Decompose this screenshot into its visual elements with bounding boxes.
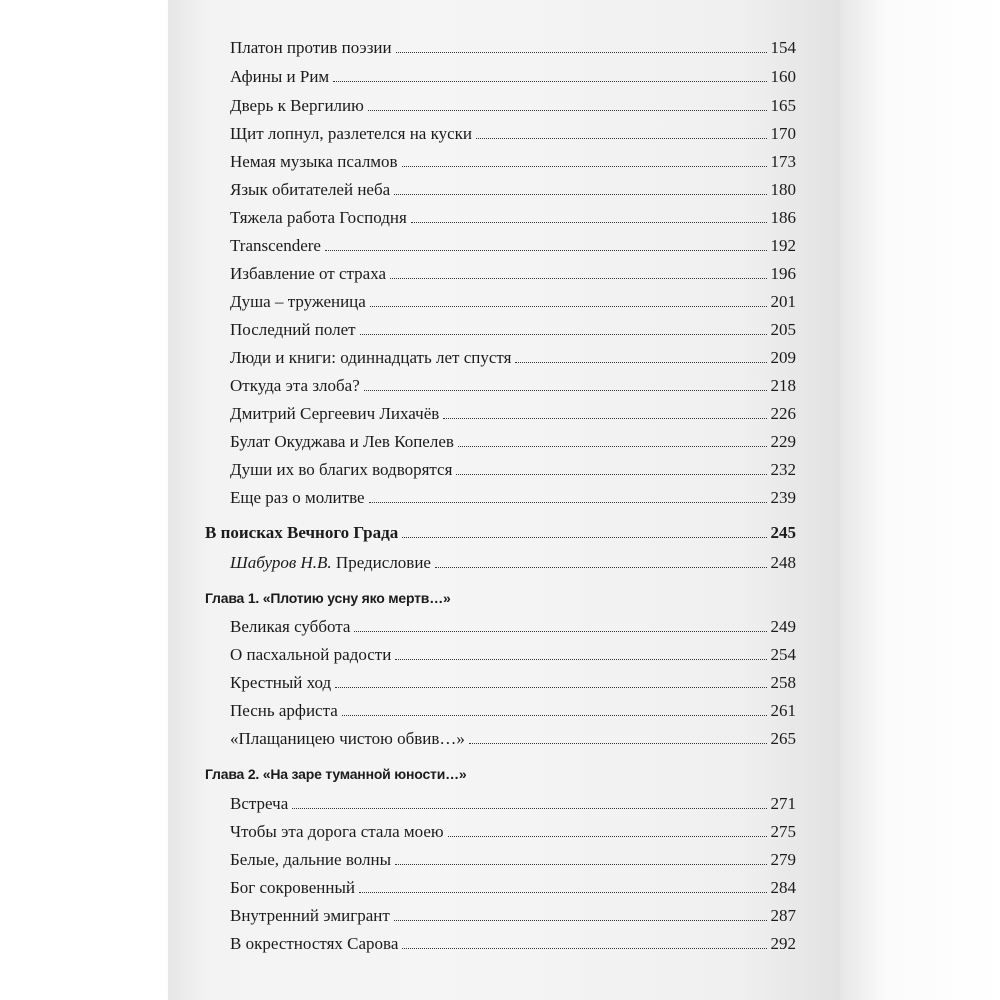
entry-page: 275 xyxy=(770,822,796,841)
entry-title: Дверь к Вергилию xyxy=(230,96,364,115)
toc-entry xyxy=(230,876,796,900)
toc-entry xyxy=(230,318,796,342)
dot-leader xyxy=(515,362,766,363)
toc-entry xyxy=(230,234,796,258)
entry-title: Чтобы эта дорога стала моею xyxy=(230,822,444,841)
dot-leader xyxy=(456,474,766,475)
toc-entry xyxy=(230,262,796,286)
entry-title: Душа – труженица xyxy=(230,292,366,311)
entry-title: Дмитрий Сергеевич Лихачёв xyxy=(230,404,440,423)
dot-leader xyxy=(360,334,767,335)
toc-entry xyxy=(230,727,796,751)
dot-leader xyxy=(354,631,766,632)
entry-title: Люди и книги: одиннадцать лет спустя xyxy=(230,348,512,367)
entry-title: О пасхальной радости xyxy=(230,645,392,664)
entry-title: Язык обитателей неба xyxy=(230,180,391,199)
entry-title: Встреча xyxy=(230,794,289,813)
toc-entry xyxy=(230,374,796,398)
dot-leader xyxy=(411,222,767,223)
toc-entry xyxy=(230,932,796,956)
entry-title: Афины и Рим xyxy=(230,67,330,86)
entry-title: Последний полет xyxy=(230,320,356,339)
toc-entry xyxy=(230,430,796,454)
entry-page: 180 xyxy=(770,180,796,199)
toc-entry xyxy=(230,904,796,928)
entry-title: Еще раз о молитве xyxy=(230,488,365,507)
entry-page: 239 xyxy=(770,488,796,507)
entry-title: «Плащаницею чистою обвив…» xyxy=(230,729,465,748)
toc-entry xyxy=(230,150,796,174)
dot-leader xyxy=(390,278,766,279)
entry-page: 249 xyxy=(770,617,796,636)
dot-leader xyxy=(476,138,766,139)
entry-page: 229 xyxy=(770,432,796,451)
entry-page: 265 xyxy=(770,729,796,748)
toc-entry xyxy=(230,820,796,844)
dot-leader xyxy=(335,687,766,688)
entry-title: Великая суббота xyxy=(230,617,351,636)
dot-leader xyxy=(395,659,766,660)
entry-page: 160 xyxy=(770,67,796,86)
dot-leader xyxy=(359,892,767,893)
entry-page: 279 xyxy=(770,850,796,869)
dot-leader xyxy=(435,567,767,568)
dot-leader xyxy=(394,920,767,921)
toc-entry xyxy=(230,671,796,695)
toc-entry xyxy=(230,94,796,118)
toc-entry xyxy=(230,486,796,510)
toc-entry xyxy=(230,848,796,872)
entry-title: Внутренний эмигрант xyxy=(230,906,390,925)
dot-leader xyxy=(325,250,767,251)
entry-page: 205 xyxy=(770,320,796,339)
dot-leader xyxy=(292,808,766,809)
toc-entry xyxy=(230,458,796,482)
entry-page: 248 xyxy=(770,553,796,572)
entry-title: Transcendere xyxy=(230,236,321,255)
toc-entry-preface xyxy=(230,551,796,575)
toc-entry xyxy=(230,699,796,723)
entry-title: Щит лопнул, разлетелся на куски xyxy=(230,124,473,143)
entry-page: 284 xyxy=(770,878,796,897)
dot-leader xyxy=(458,446,767,447)
entry-page: 192 xyxy=(770,236,796,255)
entry-page: 258 xyxy=(770,673,796,692)
dot-leader xyxy=(333,81,766,82)
toc-entry xyxy=(230,346,796,370)
entry-page: 196 xyxy=(770,264,796,283)
entry-title: Песнь арфиста xyxy=(230,701,338,720)
entry-page: 261 xyxy=(770,701,796,720)
entry-title: Крестный ход xyxy=(230,673,332,692)
dot-leader xyxy=(342,715,767,716)
dot-leader xyxy=(448,836,767,837)
section-heading xyxy=(205,521,796,545)
toc-entry xyxy=(230,792,796,816)
entry-page: 201 xyxy=(770,292,796,311)
entry-title: Тяжела работа Господня xyxy=(230,208,407,227)
entry-title: Бог сокровенный xyxy=(230,878,355,897)
entry-page: 226 xyxy=(770,404,796,423)
toc-entry xyxy=(230,206,796,230)
dot-leader xyxy=(396,52,767,53)
toc-entry xyxy=(230,36,796,60)
entry-page: 170 xyxy=(770,124,796,143)
preface-title: Предисловие xyxy=(335,553,431,572)
preface-author: Шабуров Н.В. xyxy=(230,553,332,572)
chapter-1-heading: Глава 1. «Плотию усну яко мертв…» xyxy=(205,590,451,606)
toc-entry xyxy=(230,402,796,426)
toc-entry xyxy=(230,643,796,667)
entry-title xyxy=(230,551,435,575)
dot-leader xyxy=(368,110,767,111)
entry-title: Булат Окуджава и Лев Копелев xyxy=(230,432,454,451)
toc-entry xyxy=(230,65,796,89)
entry-page: 218 xyxy=(770,376,796,395)
toc-entry xyxy=(230,615,796,639)
entry-page: 186 xyxy=(770,208,796,227)
entry-title: В окрестностях Сарова xyxy=(230,934,399,953)
entry-title: Души их во благих водворятся xyxy=(230,460,453,479)
entry-title: Немая музыка псалмов xyxy=(230,152,398,171)
section-title: В поисках Вечного Града xyxy=(205,523,399,542)
dot-leader xyxy=(469,743,767,744)
dot-leader xyxy=(394,194,766,195)
entry-page: 292 xyxy=(770,934,796,953)
toc-entry xyxy=(230,290,796,314)
dot-leader xyxy=(402,537,766,538)
dot-leader xyxy=(364,390,767,391)
dot-leader xyxy=(402,166,767,167)
entry-page: 173 xyxy=(770,152,796,171)
entry-page: 232 xyxy=(770,460,796,479)
dot-leader xyxy=(443,418,766,419)
entry-title: Платон против поэзии xyxy=(230,38,392,57)
toc-entry xyxy=(230,122,796,146)
entry-title: Избавление от страха xyxy=(230,264,387,283)
entry-page: 287 xyxy=(770,906,796,925)
section-page: 245 xyxy=(770,523,796,542)
entry-title: Белые, дальние волны xyxy=(230,850,392,869)
entry-page: 271 xyxy=(770,794,796,813)
dot-leader xyxy=(402,948,766,949)
chapter-2-heading: Глава 2. «На заре туманной юности…» xyxy=(205,766,467,782)
dot-leader xyxy=(369,502,767,503)
entry-page: 154 xyxy=(770,38,796,57)
dot-leader xyxy=(395,864,766,865)
dot-leader xyxy=(370,306,767,307)
toc-entry xyxy=(230,178,796,202)
entry-title: Откуда эта злоба? xyxy=(230,376,360,395)
entry-page: 254 xyxy=(770,645,796,664)
entry-page: 165 xyxy=(770,96,796,115)
entry-page: 209 xyxy=(770,348,796,367)
